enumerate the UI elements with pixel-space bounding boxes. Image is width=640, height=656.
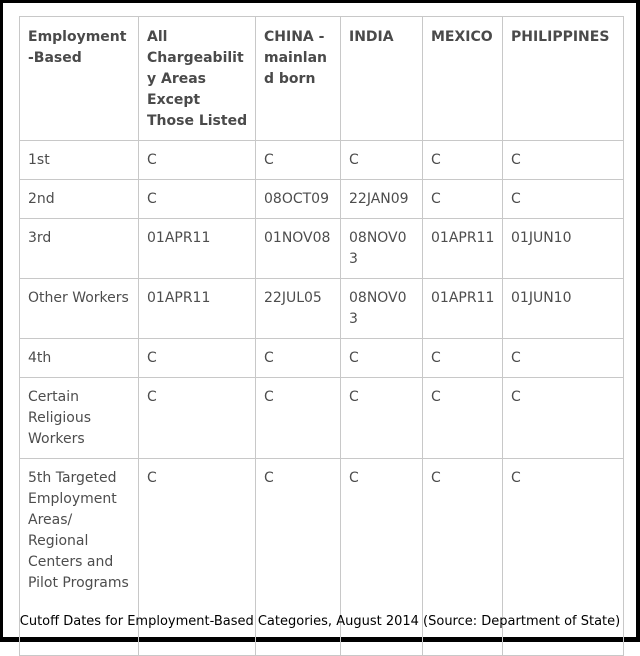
table-cell: C [423, 378, 503, 459]
table-cell: C [503, 459, 624, 656]
table-cell: 08NOV03 [341, 279, 423, 339]
header-china: CHINA - mainland born [256, 17, 341, 141]
table-cell: C [139, 378, 256, 459]
table-cell: C [423, 180, 503, 219]
table-row [20, 219, 624, 279]
row-category: 3rd [20, 219, 139, 279]
table-row [20, 279, 624, 339]
table-cell: C [503, 339, 624, 378]
row-category: Certain Religious Workers [20, 378, 139, 459]
row-category: 2nd [20, 180, 139, 219]
table-cell: C [256, 459, 341, 656]
table-cell: C [139, 339, 256, 378]
table-cell: C [139, 141, 256, 180]
table-cell: 08OCT09 [256, 180, 341, 219]
header-all-chargeability: All Chargeability Areas Except Those Listed [139, 17, 256, 141]
header-india: INDIA [341, 17, 423, 141]
table-cell: C [256, 141, 341, 180]
table-cell: C [503, 378, 624, 459]
table-cell: C [139, 459, 256, 656]
header-mexico: MEXICO [423, 17, 503, 141]
table-cell: C [341, 459, 423, 656]
table-row [20, 180, 624, 219]
table-cell: C [423, 141, 503, 180]
table-cell: 01NOV08 [256, 219, 341, 279]
table-cell: 01APR11 [423, 279, 503, 339]
table-cell: C [256, 339, 341, 378]
table-cell: C [423, 459, 503, 656]
row-category: 4th [20, 339, 139, 378]
row-category: Other Workers [20, 279, 139, 339]
table-cell: 01APR11 [139, 219, 256, 279]
table-cell: 08NOV03 [341, 219, 423, 279]
table-row [20, 141, 624, 180]
row-category: 5th Targeted Employment Areas/ Regional Centers and Pilot Programs [20, 459, 139, 656]
header-philippines: PHILIPPINES [503, 17, 624, 141]
header-employment-based: Employment-Based [20, 17, 139, 141]
table-cell: C [341, 378, 423, 459]
table-cell: 01JUN10 [503, 219, 624, 279]
table-cell: C [341, 339, 423, 378]
table-cell: 22JUL05 [256, 279, 341, 339]
row-category: 1st [20, 141, 139, 180]
cutoff-dates-table [19, 16, 624, 656]
table-caption: Cutoff Dates for Employment-Based Categories, August 2014 (Source: Department of State) [19, 614, 621, 629]
table-row [20, 339, 624, 378]
table-row [20, 378, 624, 459]
table-cell: 01APR11 [423, 219, 503, 279]
table-header-row [20, 17, 624, 141]
table-cell: 01APR11 [139, 279, 256, 339]
table-cell: C [503, 141, 624, 180]
table-cell: C [423, 339, 503, 378]
table-cell: C [256, 378, 341, 459]
table-cell: C [503, 180, 624, 219]
table-cell: C [341, 141, 423, 180]
table-cell: 01JUN10 [503, 279, 624, 339]
table-cell: C [139, 180, 256, 219]
table-cell: 22JAN09 [341, 180, 423, 219]
